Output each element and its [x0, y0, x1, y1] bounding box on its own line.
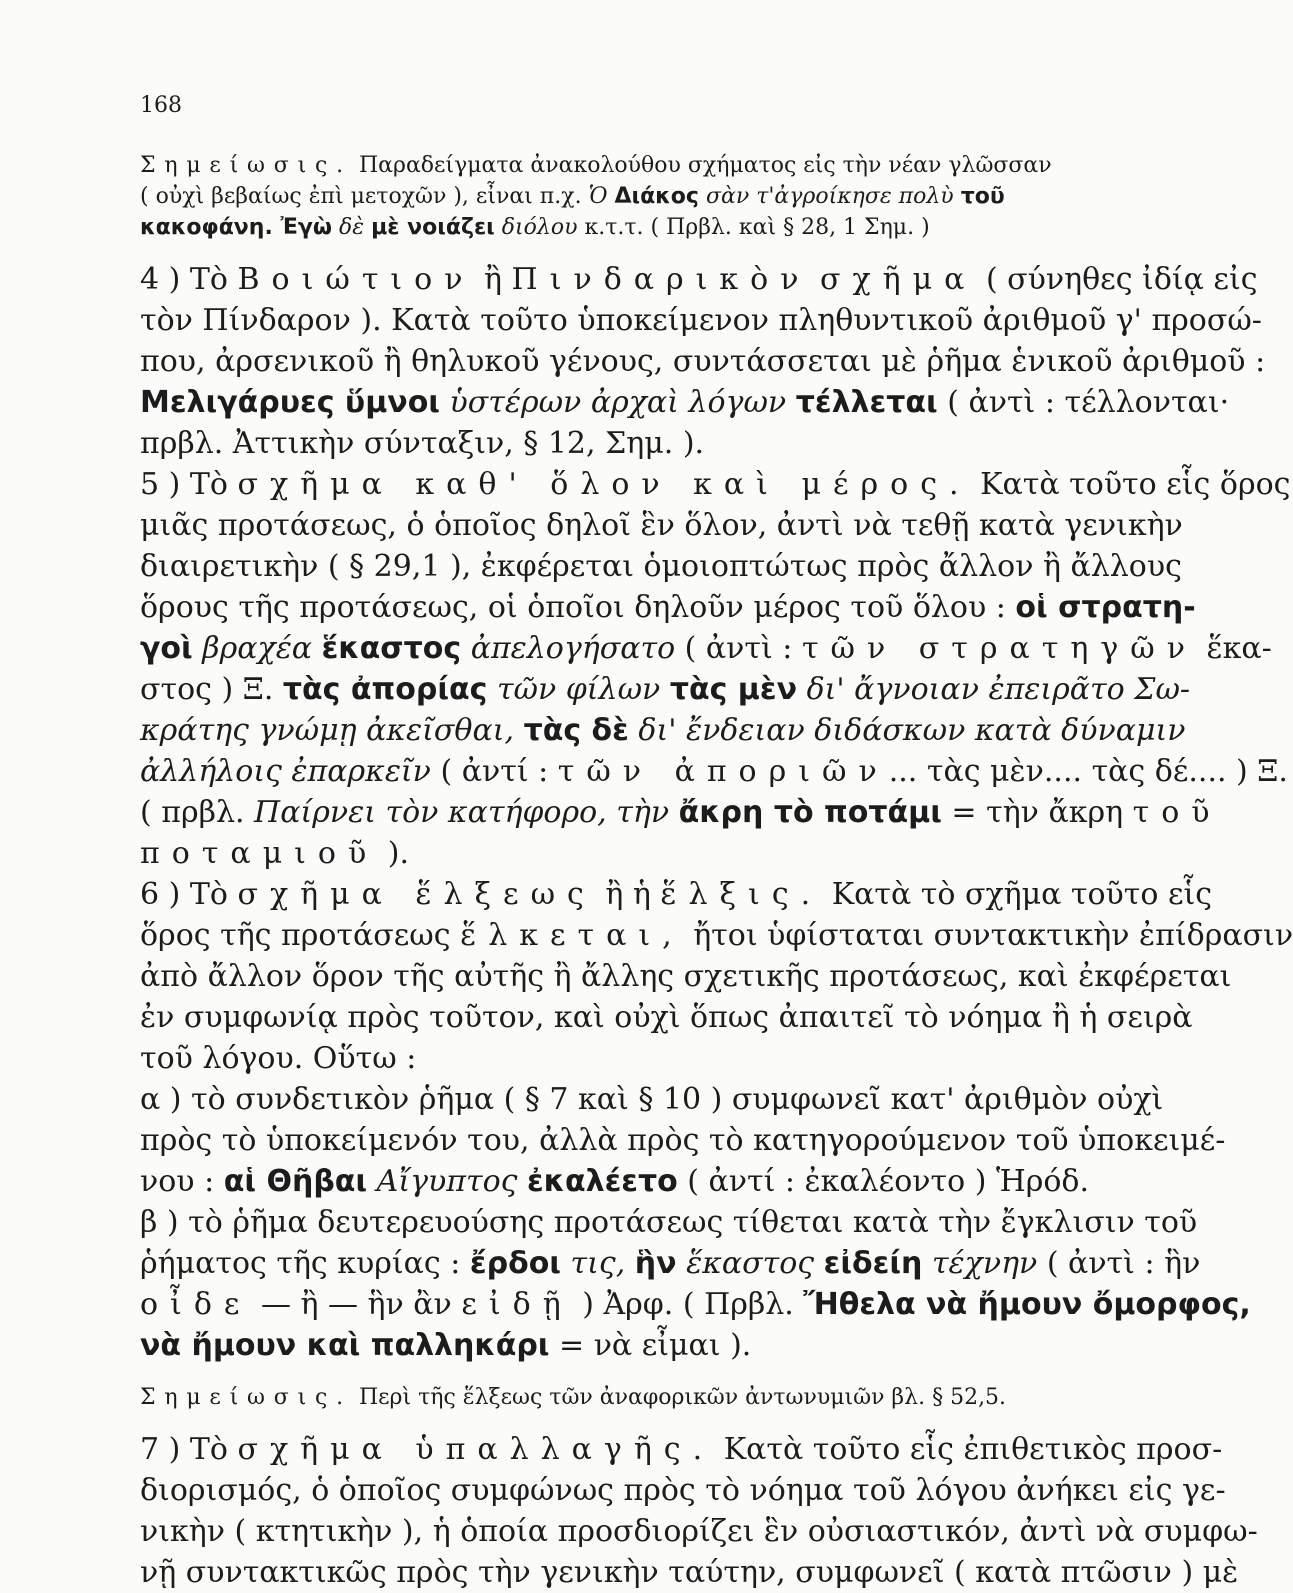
- text-line: [140, 1552, 1239, 1593]
- text-segment: [797, 672, 807, 707]
- text-line: [140, 956, 1232, 997]
- text-segment: δι' ἔνδειαν διδάσκων κατὰ δύναμιν: [638, 713, 1186, 748]
- text-segment: ἣν: [634, 1246, 677, 1281]
- section-6-attraction: [140, 874, 1293, 1079]
- text-segment: Πινδαρικὸν: [511, 262, 811, 297]
- text-segment: σχῆμα ὑπαλλαγῆς.: [237, 1432, 715, 1467]
- text-segment: εἰδείη: [823, 1246, 923, 1281]
- section-4-boeotian-figure: [140, 259, 1266, 464]
- text-segment: β ) τὸ ῥῆμα δευτερευούσης προτάσεως τίθεται κατὰ τὴν ἔγκλισιν τοῦ: [140, 1205, 1198, 1240]
- text-segment: ( οὐχὶ βεβαίως ἐπὶ μετοχῶν ), εἶναι π.χ.: [140, 184, 589, 209]
- text-segment: τὰς μὲν: [669, 672, 798, 707]
- text-line: [140, 464, 1291, 505]
- text-segment: [561, 1246, 571, 1281]
- text-segment: Αἴγυπτος: [376, 1164, 518, 1199]
- text-segment: ( ἀντὶ : ἣν: [1037, 1246, 1201, 1281]
- page-number: 168: [140, 93, 182, 118]
- text-segment: τὰς ἀπορίας: [282, 672, 488, 707]
- text-segment: ἕκαστος: [321, 631, 462, 666]
- text-line: [140, 181, 1005, 212]
- text-segment: αἱ Θῆβαι: [223, 1164, 368, 1199]
- text-line: [140, 1325, 1005, 1366]
- text-segment: ὑστέρων ἀρχαὶ λόγων: [449, 385, 787, 420]
- text-segment: Σημείωσις.: [140, 1385, 352, 1410]
- text-segment: τοῦ: [960, 184, 1005, 209]
- text-segment: διαιρετικὴν ( § 29,1 ), ἐκφέρεται ὁμοιοπτώτως πρὸς ἄλλον ἢ ἄλλους: [140, 549, 1182, 584]
- text-line: [140, 150, 1052, 181]
- text-line: [140, 212, 1005, 243]
- text-segment: [364, 215, 371, 240]
- text-segment: ἢ ἡ: [595, 877, 661, 912]
- text-segment: Ἤθελα νὰ ἤμουν ὄμορφος,: [803, 1287, 1251, 1322]
- text-segment: [660, 672, 670, 707]
- text-line: [140, 628, 1272, 669]
- text-line: [140, 259, 1258, 300]
- text-line: [140, 505, 1183, 546]
- text-segment: ἤτοι ὑφίσταται συντακτικὴν ἐπίδρασιν: [683, 918, 1293, 953]
- text-line: [140, 751, 1288, 792]
- text-segment: ( ἀντὶ : τέλλονται·: [937, 385, 1230, 420]
- text-line: [140, 382, 1230, 423]
- subsection-a: [140, 1079, 1226, 1202]
- text-segment: ἀλλήλοις ἐπαρκεῖν: [140, 754, 431, 789]
- text-segment: τῶν στρατηγῶν: [801, 631, 1197, 666]
- text-segment: μιᾶς προτάσεως, ὁ ὁποῖος δηλοῖ ἓν ὅλον, ἀντὶ νὰ τεθῇ κατὰ γενικὴν: [140, 508, 1183, 543]
- text-segment: ( ἀντί :: [430, 754, 558, 789]
- text-segment: ἕλξις.: [660, 877, 823, 912]
- text-segment: νὰ ἤμουν καὶ παλληκάρι: [140, 1328, 550, 1363]
- text-segment: πρβλ. Ἀττικὴν σύνταξιν, § 12, Σημ. ).: [140, 426, 705, 461]
- text-segment: [367, 1164, 377, 1199]
- text-segment: τέλλεται: [795, 385, 938, 420]
- text-segment: ( ἀντί : ἐκαλέοντο ) Ἡρόδ.: [677, 1164, 1090, 1199]
- text-segment: τέχνην: [931, 1246, 1038, 1281]
- text-segment: τῶν ἀποριῶν: [557, 754, 889, 789]
- text-segment: α ) τὸ συνδετικὸν ῥῆμα ( § 7 καὶ § 10 ) συμφωνεῖ κατ' ἀριθμὸν οὐχὶ: [140, 1082, 1164, 1117]
- text-segment: ὅρος τῆς προτάσεως: [140, 918, 461, 953]
- text-line: [140, 1470, 1226, 1511]
- text-line: [140, 1511, 1258, 1552]
- text-segment: [922, 1246, 932, 1281]
- text-segment: ἐκαλέετο: [526, 1164, 678, 1199]
- text-segment: Κατὰ τοῦτο εἷς ἐπιθετικὸς προσ-: [714, 1432, 1223, 1467]
- text-line: [140, 1243, 1201, 1284]
- text-segment: Παραδείγματα ἀνακολούθου σχήματος εἰς τὴν νέαν γλῶσσαν: [351, 153, 1052, 178]
- text-segment: νου :: [140, 1164, 224, 1199]
- text-segment: σχῆμα καθ' ὅλον καὶ μέρος.: [237, 467, 971, 502]
- text-line: [140, 587, 1196, 628]
- text-segment: 5 ) Τὸ: [140, 467, 238, 502]
- text-segment: [677, 1246, 687, 1281]
- text-segment: [699, 184, 706, 209]
- text-segment: διορισμός, ὁ ὁποῖος συμφώνως πρὸς τὸ νόημα τοῦ λόγου ἀνήκει εἰς γε-: [140, 1473, 1226, 1508]
- text-segment: [669, 795, 679, 830]
- text-segment: Μελιγάρυες ὕμνοι: [140, 385, 440, 420]
- text-segment: γοὶ: [140, 631, 193, 666]
- text-segment: που, ἀρσενικοῦ ἢ θηλυκοῦ γένους, συντάσσεται μὲ ῥῆμα ἑνικοῦ ἀριθμοῦ :: [140, 344, 1266, 379]
- text-segment: τῶν φίλων: [496, 672, 661, 707]
- text-segment: = νὰ εἶμαι ).: [549, 1328, 752, 1363]
- text-segment: [495, 215, 502, 240]
- text-segment: ἄκρη τὸ ποτάμι: [678, 795, 942, 830]
- text-line: [140, 710, 1186, 751]
- text-line: [140, 1120, 1226, 1161]
- text-segment: ( σύνηθες ἰδίᾳ εἰς: [976, 262, 1258, 297]
- section-7-hypallage: [140, 1429, 1258, 1593]
- text-segment: οἱ στρατη-: [1015, 590, 1196, 625]
- text-segment: σὰν τ'ἀγροίκησε πολὺ: [705, 184, 954, 209]
- text-line: [140, 300, 1262, 341]
- text-segment: ἕλκεται,: [460, 918, 684, 953]
- text-line: [140, 423, 1005, 464]
- text-line: [140, 1284, 1251, 1325]
- text-segment: Σημείωσις.: [140, 153, 352, 178]
- text-segment: ).: [378, 836, 409, 871]
- text-segment: κακοφάνη. Ἐγὼ: [140, 215, 332, 240]
- text-segment: ἢ: [474, 262, 512, 297]
- text-segment: εἰδῇ: [461, 1287, 573, 1322]
- text-segment: ἀπελογήσατο: [470, 631, 676, 666]
- text-segment: [810, 262, 820, 297]
- text-line: [140, 669, 1191, 710]
- text-segment: ) Ἀρφ. ( Πρβλ.: [572, 1287, 804, 1322]
- note-1: [140, 150, 1052, 243]
- text-segment: [814, 1246, 824, 1281]
- text-segment: δὲ: [339, 215, 365, 240]
- text-line: [140, 1382, 1005, 1413]
- text-segment: τοῦ: [1132, 795, 1222, 830]
- text-segment: = τὴν ἄκρη: [941, 795, 1133, 830]
- text-line: [140, 1429, 1223, 1470]
- text-segment: — ἢ — ἣν ἂν: [251, 1287, 462, 1322]
- text-segment: ποταμιοῦ: [140, 836, 379, 871]
- text-segment: [332, 215, 339, 240]
- text-segment: στος ) Ξ.: [140, 672, 283, 707]
- text-segment: Ὁ: [588, 184, 608, 209]
- text-segment: ἀπὸ ἄλλον ὅρον τῆς αὐτῆς ἢ ἄλλης σχετικῆς προτάσεως, καὶ ἐκφέρεται: [140, 959, 1232, 994]
- section-5-whole-and-part: [140, 464, 1291, 874]
- text-line: [140, 546, 1182, 587]
- text-segment: οἶδε: [140, 1287, 252, 1322]
- text-segment: τὸν Πίνδαρον ). Κατὰ τοῦτο ὑποκείμενον πληθυντικοῦ ἀριθμοῦ γ' προσώ-: [140, 303, 1262, 338]
- text-segment: [312, 631, 322, 666]
- text-segment: σχῆμα: [820, 262, 977, 297]
- text-segment: Κατὰ τοῦτο εἷς ὅρος: [970, 467, 1291, 502]
- text-line: [140, 1038, 1005, 1079]
- text-segment: ἐν συμφωνίᾳ πρὸς τοῦτον, καὶ οὐχὶ ὅπως ἀπαιτεῖ τὸ νόημα ἢ ἡ σειρὰ: [140, 1000, 1193, 1035]
- text-segment: τοῦ λόγου. Οὕτω :: [140, 1041, 417, 1076]
- text-segment: [514, 713, 524, 748]
- text-segment: ( πρβλ.: [140, 795, 255, 830]
- text-segment: διόλου: [501, 215, 578, 240]
- text-segment: 4 ) Τὸ: [140, 262, 238, 297]
- text-line: [140, 341, 1266, 382]
- text-segment: Βοιώτιον: [237, 262, 475, 297]
- text-segment: κ.τ.τ. ( Πρβλ. καὶ § 28, 1 Σημ. ): [577, 215, 930, 240]
- text-segment: νῇ συντακτικῶς πρὸς τὴν γενικὴν ταύτην, συμφωνεῖ ( κατὰ πτῶσιν ) μὲ: [140, 1555, 1239, 1590]
- subsection-b: [140, 1202, 1251, 1366]
- text-segment: δι' ἄγνοιαν ἐπειρᾶτο Σω-: [806, 672, 1191, 707]
- text-segment: 7 ) Τὸ: [140, 1432, 238, 1467]
- text-segment: [954, 184, 961, 209]
- text-segment: μὲ νοιάζει: [371, 215, 495, 240]
- text-segment: Διάκος: [614, 184, 699, 209]
- text-line: [140, 1161, 1090, 1202]
- text-segment: Περὶ τῆς ἕλξεως τῶν ἀναφορικῶν ἀντωνυμιῶν βλ. § 52,5.: [351, 1385, 1007, 1410]
- text-segment: νικὴν ( κτητικὴν ), ἡ ὁποία προσδιορίζει ἓν οὐσιαστικόν, ἀντὶ νὰ συμφω-: [140, 1514, 1258, 1549]
- text-segment: ὅρους τῆς προτάσεως, οἱ ὁποῖοι δηλοῦν μέρος τοῦ ὅλου :: [140, 590, 1016, 625]
- text-segment: [440, 385, 450, 420]
- text-segment: [629, 713, 639, 748]
- text-line: [140, 1202, 1198, 1243]
- text-line: [140, 833, 1005, 874]
- text-segment: πρὸς τὸ ὑποκείμενόν του, ἀλλὰ πρὸς τὸ κατηγορούμενον τοῦ ὑποκειμέ-: [140, 1123, 1226, 1158]
- text-segment: Παίρνει τὸν κατήφορο, τὴν: [254, 795, 670, 830]
- note-2: [140, 1382, 1005, 1413]
- text-segment: τις,: [570, 1246, 626, 1281]
- text-segment: ἔρδοι: [469, 1246, 561, 1281]
- text-line: [140, 915, 1293, 956]
- text-segment: σχῆμα ἕλξεως: [237, 877, 596, 912]
- text-segment: [487, 672, 497, 707]
- text-line: [140, 874, 1213, 915]
- text-line: [140, 792, 1222, 833]
- text-segment: ἕκα-: [1196, 631, 1272, 666]
- text-segment: ... τὰς μὲν.... τὰς δέ.... ) Ξ.: [888, 754, 1288, 789]
- text-segment: [461, 631, 471, 666]
- text-segment: ἕκαστος: [686, 1246, 815, 1281]
- text-segment: βραχέα: [202, 631, 313, 666]
- text-line: [140, 997, 1193, 1038]
- text-segment: ( ἀντὶ :: [675, 631, 802, 666]
- text-segment: κράτης γνώμῃ ἀκεῖσθαι,: [140, 713, 515, 748]
- text-segment: [625, 1246, 635, 1281]
- text-segment: Κατὰ τὸ σχῆμα τοῦτο εἷς: [822, 877, 1213, 912]
- text-segment: [193, 631, 203, 666]
- text-line: [140, 1079, 1164, 1120]
- text-segment: [517, 1164, 527, 1199]
- text-segment: 6 ) Τὸ: [140, 877, 238, 912]
- text-segment: ῥήματος τῆς κυρίας :: [140, 1246, 470, 1281]
- text-segment: τὰς δὲ: [523, 713, 629, 748]
- text-segment: [786, 385, 796, 420]
- page-text: [140, 150, 1293, 1593]
